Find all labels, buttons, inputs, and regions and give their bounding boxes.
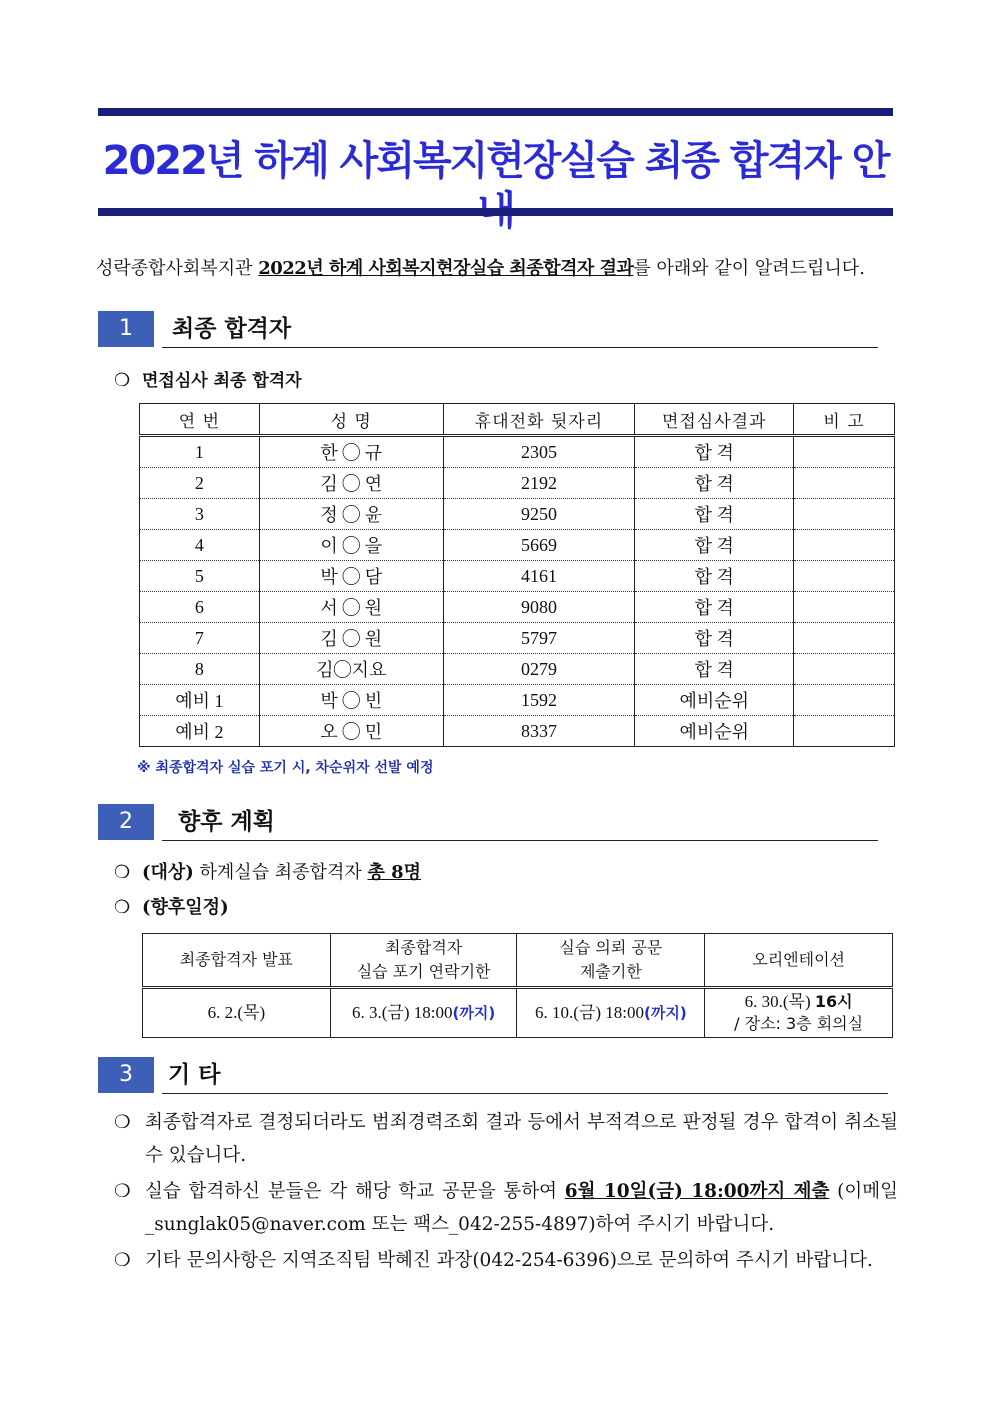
table-row (140, 716, 895, 747)
target-label: (대상) (142, 862, 194, 883)
schedule-header-document (517, 934, 705, 988)
row-phone: 2192 (443, 468, 635, 499)
row-name: 박 ◯ 빈 (259, 685, 443, 716)
section-1-number: 1 (98, 311, 154, 347)
intro-text (96, 254, 906, 280)
schedule-row (143, 988, 893, 1038)
section-2-title: 향후 계획 (178, 809, 275, 835)
results-header-row (140, 404, 895, 436)
withdraw-deadline-text: 6. 3.(금) 18:00 (352, 1003, 453, 1022)
table-row (140, 499, 895, 530)
row-number: 5 (140, 561, 260, 592)
section-1-header (98, 311, 878, 347)
col-header-name: 성 명 (259, 404, 443, 436)
table-row (140, 654, 895, 685)
row-name: 김 ◯ 원 (259, 623, 443, 654)
row-result: 합 격 (635, 592, 794, 623)
row-remarks (794, 592, 895, 623)
results-table (139, 403, 895, 747)
row-phone: 8337 (443, 716, 635, 747)
row-number: 3 (140, 499, 260, 530)
target-text: 하계실습 최종합격자 (193, 862, 368, 883)
circle-bullet-icon: ❍ (114, 862, 131, 883)
row-name: 서 ◯ 원 (259, 592, 443, 623)
table-row (140, 685, 895, 716)
schedule-header-announce: 최종합격자 발표 (143, 934, 331, 988)
title-bottom-bar (98, 208, 893, 216)
circle-bullet-icon: ❍ (114, 370, 131, 391)
row-number: 예비 2 (140, 716, 260, 747)
section-2-schedule (114, 893, 229, 919)
row-result: 합 격 (635, 654, 794, 685)
section-2-underline (162, 840, 878, 841)
circle-bullet-icon: ❍ (114, 1112, 131, 1133)
table-row (140, 436, 895, 468)
schedule-header-orientation: 오리엔테이션 (705, 934, 893, 988)
row-result: 합 격 (635, 561, 794, 592)
intro-highlight: 2022년 하계 사회복지현장실습 최종합격자 결과 (258, 258, 634, 279)
row-result: 합 격 (635, 468, 794, 499)
row-remarks (794, 623, 895, 654)
etc-item-3-text: 기타 문의사항은 지역조직팀 박혜진 과장(042-254-6396)으로 문의하여 주시기 바랍니다. (145, 1250, 873, 1271)
row-number: 6 (140, 592, 260, 623)
row-result: 예비순위 (635, 716, 794, 747)
etc-item-2 (114, 1175, 898, 1241)
intro-suffix: 를 아래와 같이 알려드립니다. (633, 258, 865, 279)
row-result: 합 격 (635, 436, 794, 468)
page-title: 2022년 하계 사회복지현장실습 최종 합격자 안내 (102, 138, 889, 234)
table-row (140, 561, 895, 592)
document-deadline-until: (까지) (644, 1004, 687, 1022)
row-phone: 1592 (443, 685, 635, 716)
row-name: 김 ◯ 연 (259, 468, 443, 499)
schedule-header-row (143, 934, 893, 988)
row-number: 2 (140, 468, 260, 499)
etc-item-2-text (145, 1175, 898, 1241)
etc-item-2-text-a: 실습 합격하신 분들은 각 해당 학교 공문을 통하여 (145, 1181, 565, 1202)
row-result: 합 격 (635, 499, 794, 530)
section-1-note: ※ 최종합격자 실습 포기 시, 차순위자 선발 예정 (137, 760, 434, 776)
orientation-date: 6. 30.(목) (744, 992, 815, 1011)
row-remarks (794, 468, 895, 499)
col-header-remarks: 비 고 (794, 404, 895, 436)
row-number: 4 (140, 530, 260, 561)
schedule-withdraw-deadline (330, 988, 517, 1038)
row-result: 예비순위 (635, 685, 794, 716)
row-remarks (794, 436, 895, 468)
section-1-bullet (114, 366, 302, 391)
col-header-no: 연 번 (140, 404, 260, 436)
row-number: 7 (140, 623, 260, 654)
title-top-bar (98, 108, 893, 116)
schedule-orientation (705, 988, 893, 1038)
row-remarks (794, 716, 895, 747)
schedule-announce-date: 6. 2.(목) (143, 988, 331, 1038)
row-remarks (794, 561, 895, 592)
section-3-number: 3 (98, 1057, 154, 1093)
row-name: 박 ◯ 담 (259, 561, 443, 592)
row-name: 한 ◯ 규 (259, 436, 443, 468)
orientation-place: / 장소: 3층 회의실 (734, 1014, 864, 1033)
row-phone: 9250 (443, 499, 635, 530)
row-remarks (794, 654, 895, 685)
section-2-target (114, 858, 421, 884)
row-phone: 5669 (443, 530, 635, 561)
row-number: 1 (140, 436, 260, 468)
orientation-time: 16시 (814, 992, 853, 1011)
schedule-table (142, 933, 893, 1038)
row-number: 예비 1 (140, 685, 260, 716)
table-row (140, 592, 895, 623)
schedule-header-document-line1: 실습 의뢰 공문 (559, 938, 663, 957)
row-phone: 5797 (443, 623, 635, 654)
row-name: 김◯지요 (259, 654, 443, 685)
withdraw-deadline-until: (까지) (452, 1004, 496, 1022)
etc-item-2-deadline: 6월 10일(금) 18:00까지 제출 (564, 1181, 830, 1202)
row-number: 8 (140, 654, 260, 685)
schedule-label: (향후일정) (142, 897, 229, 918)
target-count: 총 8명 (367, 862, 422, 883)
table-row (140, 623, 895, 654)
row-result: 합 격 (635, 530, 794, 561)
section-2-number: 2 (98, 804, 154, 840)
intro-prefix: 성락종합사회복지관 (96, 258, 259, 279)
etc-item-1 (114, 1106, 898, 1172)
table-row (140, 468, 895, 499)
row-phone: 4161 (443, 561, 635, 592)
section-1-bullet-text: 면접심사 최종 합격자 (142, 371, 302, 391)
circle-bullet-icon: ❍ (114, 897, 131, 918)
etc-item-2-text-b: (이메일_sunglak05@naver.com 또는 팩스_042-255-4897)하여 주시기 바랍니다. (145, 1181, 898, 1235)
section-3-underline (162, 1093, 888, 1094)
etc-item-3 (114, 1244, 898, 1277)
etc-item-1-text: 최종합격자로 결정되더라도 범죄경력조회 결과 등에서 부적격으로 판정될 경우 합격이 취소될 수 있습니다. (145, 1112, 898, 1166)
schedule-document-deadline (517, 988, 705, 1038)
col-header-result: 면접심사결과 (635, 404, 794, 436)
row-phone: 9080 (443, 592, 635, 623)
row-phone: 2305 (443, 436, 635, 468)
circle-bullet-icon: ❍ (114, 1181, 131, 1202)
document-deadline-text: 6. 10.(금) 18:00 (535, 1003, 644, 1022)
schedule-header-document-line2: 제출기한 (579, 962, 642, 981)
section-3-header (98, 1057, 888, 1093)
row-remarks (794, 499, 895, 530)
col-header-phone: 휴대전화 뒷자리 (443, 404, 635, 436)
section-1-title: 최종 합격자 (172, 316, 292, 342)
row-remarks (794, 530, 895, 561)
section-2-header (98, 804, 878, 840)
row-remarks (794, 685, 895, 716)
row-name: 오 ◯ 민 (259, 716, 443, 747)
section-1-underline (162, 347, 878, 348)
schedule-header-withdraw (330, 934, 517, 988)
section-3-title: 기 타 (168, 1062, 221, 1088)
circle-bullet-icon: ❍ (114, 1250, 131, 1271)
schedule-header-withdraw-line2: 실습 포기 연락기한 (356, 962, 491, 981)
row-name: 이 ◯ 을 (259, 530, 443, 561)
schedule-header-withdraw-line1: 최종합격자 (384, 938, 463, 957)
row-name: 정 ◯ 윤 (259, 499, 443, 530)
row-phone: 0279 (443, 654, 635, 685)
row-result: 합 격 (635, 623, 794, 654)
table-row (140, 530, 895, 561)
